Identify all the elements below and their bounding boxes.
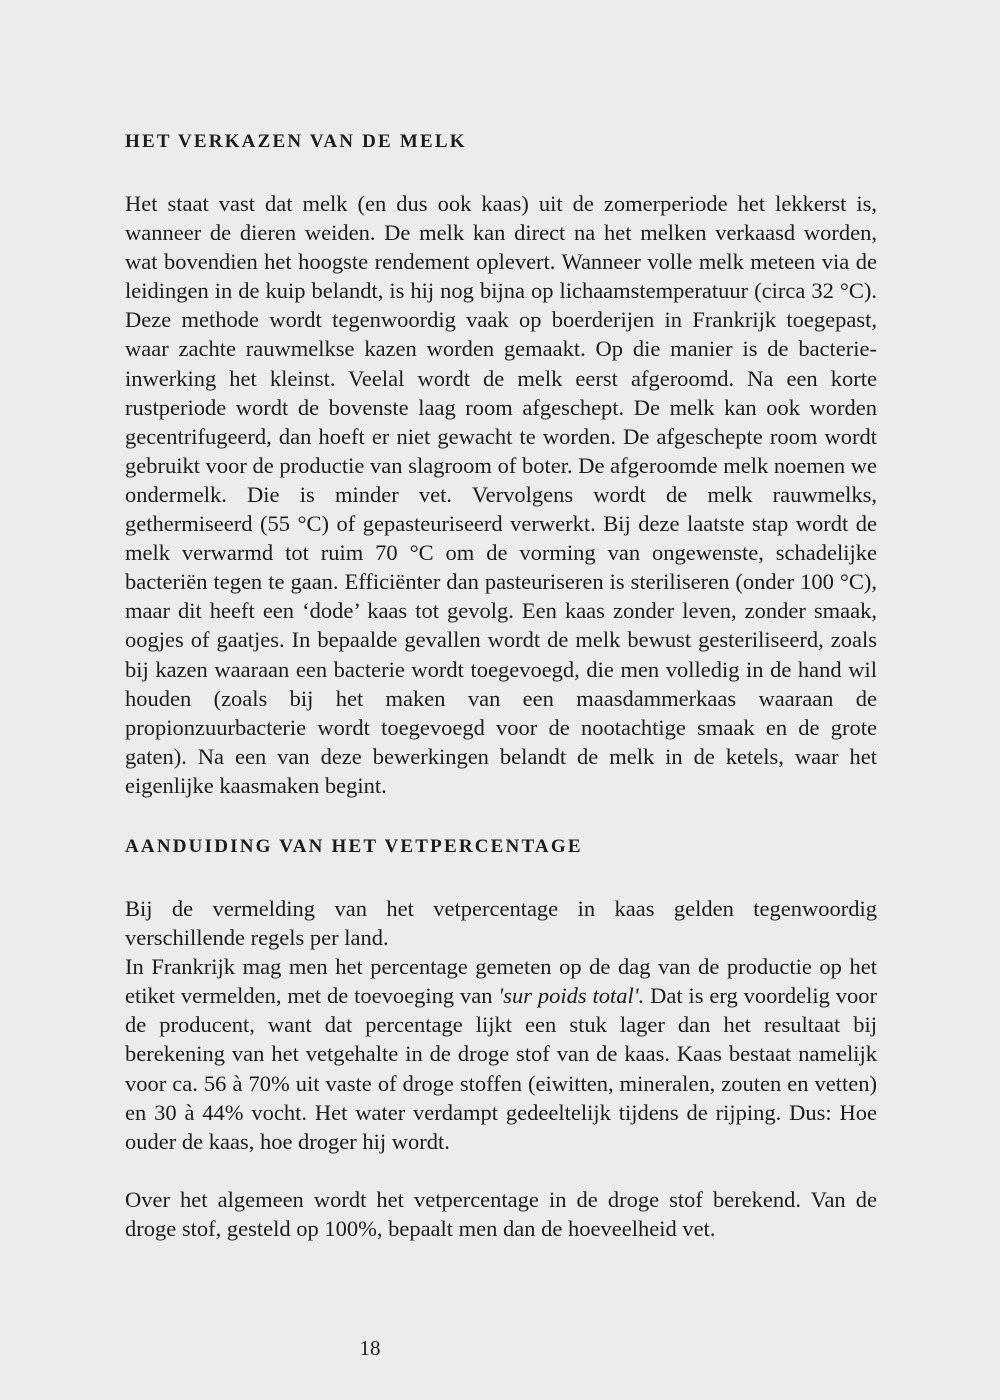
fat-paragraph-intro: Bij de vermelding van het vetpercentage in kaas gelden tegenwoordig verschillende regels per land.: [125, 895, 877, 951]
section-paragraph-milk: Het staat vast dat melk (en dus ook kaas) uit de zomerperiode het lekkerst is, wanneer de dieren weiden. De melk kan direct na het melken verkaasd worden, wat bovendien het hoogste rendement oplevert. Wanneer volle melk meteen via de leidingen in de kuip belandt, is hij nog bijna op lichaamstemperatuur (circa 32 °C). Deze methode wordt tegenwoordig vaak op boerderijen in Frankrijk toegepast, waar zachte rauwmelkse kazen worden gemaakt. Op die manier is de bacterie-inwerking het kleinst. Veelal wordt de melk eerst afgeroomd. Na een korte rustperiode wordt de bovenste laag room afgeschept. De melk kan ook worden gecentrifugeerd, dan hoeft er niet gewacht te worden. De afgeschepte room wordt gebruikt voor de productie van slagroom of boter. De afgeroomde melk noemen we ondermelk. Die is minder vet. Vervolgens wordt de melk rauwmelks, gethermiseerd (55 °C) of gepasteuriseerd verwerkt. Bij deze laatste stap wordt de melk verwarmd tot ruim 70 °C om de vorming van ongewenste, schadelijke bacteriën tegen te gaan. Efficiënter dan pasteuriseren is steriliseren (onder 100 °C), maar dit heeft een ‘dode’ kaas tot gevolg. Een kaas zonder leven, zonder smaak, oogjes of gaatjes. In bepaalde gevallen wordt de melk bewust gesteriliseerd, zoals bij kazen waaraan een bacterie wordt toegevoegd, die men volledig in de hand wil houden (zoals bij het maken van een maasdammerkaas waaraan de propionzuurbacterie wordt toegevoegd voor de nootachtige smaak en de grote gaten). Na een van deze bewerkingen belandt de melk in de ketels, waar het eigenlijke kaasmaken begint.: [125, 191, 877, 798]
fat-paragraph-general: Over het algemeen wordt het vetpercentage in de droge stof berekend. Van de droge stof, gesteld op 100%, bepaalt men dan de hoeveelheid vet.: [125, 1186, 877, 1241]
page-content: [125, 128, 877, 1243]
fat-paragraph-france-end: Dat is erg voordelig voor de producent, want dat percentage lijkt een stuk lager dan het resultaat bij berekening van het vetgehalte in de droge stof van de kaas. Kaas bestaat namelijk voor ca. 56 à 70% uit vaste of droge stoffen (eiwitten, mineralen, zouten en vetten) en 30 à 44% vocht. Het water verdampt gedeeltelijk tijdens de rijping. Dus: Hoe ouder de kaas, hoe droger hij wordt.: [125, 983, 877, 1154]
section-heading-milk: HET VERKAZEN VAN DE MELK: [125, 131, 467, 152]
fat-paragraph-france-quote: 'sur poids total'.: [498, 983, 645, 1009]
fat-paragraph-france-start: In Frankrijk mag men het percentage gemeten op de dag van de productie op het etiket vermelden, met de toevoeging van: [125, 954, 877, 1009]
section-heading-fat: AANDUIDING VAN HET VETPERCENTAGE: [125, 835, 583, 857]
page-number: 18: [359, 1336, 381, 1360]
fat-paragraph-france: [125, 952, 877, 1156]
